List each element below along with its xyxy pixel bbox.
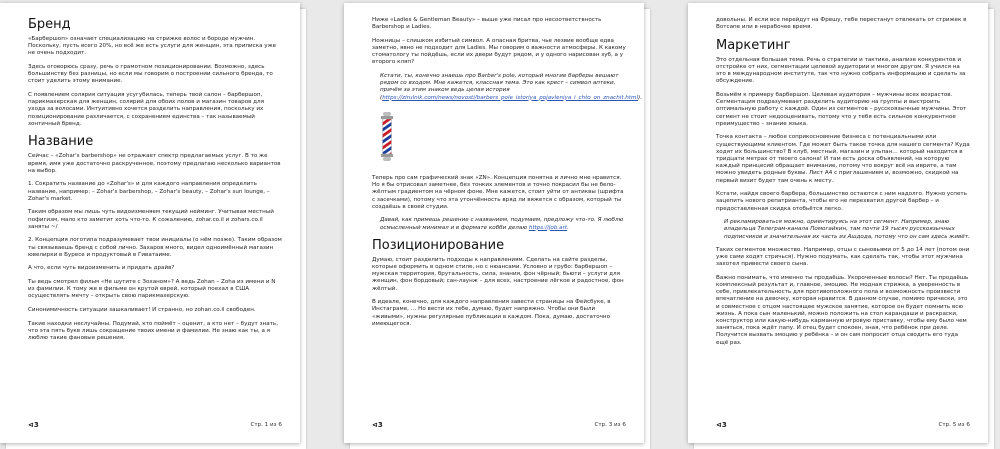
paragraph: Ниже «Ladies & Gentleman Beauty» – выше уже писал про несоответствность Barbershop и Ladies. [372,17,602,31]
paragraph: Кстати, найдя своего барбера, большинство остаются с ним надолго. Нужно успеть зацепить нового репатрианта, чтобы его не перехватил другой барбер – и предоставленная скидка отобьётся легко. [716,191,967,212]
page-number: Стр. 3 из 6 [594,422,626,428]
quote-text: Кстати, ты, конечно знаешь про Barber's pole, который многие барберы вешают рядом со входом. Мне кажется, классная тема. Это как крест – символ аптеки, причём за этим знаком ведь целая история ( [380,73,619,101]
paragraph: Здесь оговорюсь сразу, речь о грамотном позиционировании. Возможно, здесь большинству без разницы, но если мы говорим о построении сильного бренда, то стоит уделить этому внимание. [28,64,273,85]
document-page-5[interactable] [688,3,988,443]
paragraph: Возьмём к примеру барбершоп. Целевая аудитория – мужчины всех возрастов. Сегментация подразумевает разделить аудиторию на группы и выстроить оптимальную работу с каждой. Один из сегментов – русскоязычные мужчины. Этот сегмент не стоит недооценивать, потому что у тебя есть сильное конкурентное преимущество – знание языка. [716,92,967,127]
quote-note [380,73,643,102]
page-content [716,17,970,353]
paragraph: В идеале, конечно, для каждого направления завести страницы на Фейсбуке, в Инстаграме, … Но вести их тебе, думаю, будет напряжно. Чтобы они были «живыми», нужны регулярные публикации в каждом. Пока, думаю, достаточно имеющегося. [372,299,611,327]
quote-tail: . [567,224,569,231]
paragraph: Такие находки неслучайны. Подумай, кто поймёт – оценит, а кто нет – будут знать, что эта пять букв лишь сокращение твоих имени и фамилии. Не знаю как ты, а я люблю такие фановые решения. [28,320,278,341]
paragraph: Таких сегментов множество. Например, отцы с сыновьями от 5 до 14 лет (потом они уже сами ходят стричься). Нужно подумать, как сделать так, чтобы этот мужчина захотел привести своего сына. [716,246,970,268]
page-footer [28,421,282,431]
quote-link[interactable]: https://zirulnik.com/news/novosti/barbers_pole_istoriya_pojavleniya_i_chto_on_znachit.html [382,94,639,101]
page-content [28,17,282,349]
paragraph: Ты ведь смотрел фильм «Не шутите с Зоханом»? А ведь Zohan – Zoha из имени и N из фамилии. К тому же в фильме он крутой еврей, который поехал в США осуществлять мечту – открыть свою парикмахерскую. [28,279,276,300]
quote-link[interactable]: https://job.art [528,224,568,231]
page-content [372,17,643,334]
document-page-1[interactable] [0,3,300,443]
quote-note [724,219,970,241]
page-number: Стр. 5 из 6 [938,422,970,428]
section-heading: Маркетинг [716,37,791,53]
logo-icon: ⊲3 [372,421,383,429]
paragraph: А что, если чуть видоизменить и придать драйв? [28,265,175,272]
paragraph: Это отдельная большая тема. Речь о стратегии и тактике, анализе конкурентов и отстройке от них, сегментации целевой аудитории и многом другом. Я учился на это в международном институте, так что нужно собрать информацию и сделать за обсуждение. [716,56,966,85]
section-heading: Позиционирование [372,237,505,253]
paragraph: С появлением солярия ситуация усугубилась, теперь твой салон – барбершоп, парикмахерская для женщин, солярий для обоих полов и магазин товаров для ухода за волосами. Интуитивно хочется разделить направления, поскольку их позиционирование различается, с сохранением единства – так называемый зонтичный бренд. [28,92,264,127]
paragraph: Ножницы – слишком избитый символ. А опасная бритва, чье лезвие вообще едва заметно, явно не подходит для Ladies. Мы говорим о важности атмосферы. К какому стоматологу ты пойдёшь, если их двери будут рядом, и у одного нарисован зуб, а у второго кляп? [372,37,626,66]
paragraph: Точка контакта – любое соприкосновение бизнеса с потенциальными или существующими клиентом. Где может быть такое точка для нашего сегмента? Куда ходят их большинство? В клуб, местный, магазин и ульпан… который находится в тридцати метрах от твоего салона! И там есть доска объявлений, на которую каждый принцесий обращает внимание, потому что вокруг всё на иврите, а там можно увидеть родные буквы. Лист А4 с приглашением и, возможно, скидкой на первый визит будет там очень к месту. [716,134,970,184]
logo-icon: ⊲3 [716,421,727,429]
page-footer [372,421,626,431]
paragraph: 1. Сократить название до «Zohar's» и для каждого направления определить название, например: – Zohar's barbershop, – Zohar's beauty, – Zohar's sun lounge, – Zohar's market. [28,181,270,202]
page-footer [716,421,970,431]
document-page-3[interactable] [344,3,644,443]
barber-pole-image [380,112,394,165]
paragraph: Думаю, стоит разделить подходы к направлениям. Сделать на сайте разделы, которые оформить в одном стиле, но с нюансами. Условно и грубо: барбершоп – мужская территория, брутальность, сила, знания, фон чёрный; бьюти – услуги для женщин, фон бордовый; сан-лаунж – для всех, настроение лёгкое и радостное, фон жёлтый. [372,256,624,292]
quote-text: Давай, как примешь решение с названием, подумаем, предложу что-то. Я люблю осмысленный минимал и в формате кобби делаю [380,217,624,231]
paragraph: 2. Концепция логотипа подразумевает твои инициалы (о нём позже). Таким образом ты связываешь бренд с собой лично. Захаров много, видел одноимённый магазин ювелирки в Буресе и продуктовый в Гиватаиме. [28,237,282,258]
section-heading: Название [28,134,94,150]
page-number: Стр. 1 из 6 [250,422,282,428]
paragraph: довольны. И если все перейдут на Фрешу, тебе перестанут отвлекать от стрижек в Вотсапе или в нерабочее время. [716,17,967,31]
paragraph: Важно понимать, что именно ты продаёшь. Укороченные волосы? Нет. Ты продаёшь комплексный результат и, главное, эмоцию. Не модная стрижка, а уверенность в себе, привлекательность для противоположного пола и возможность произвести впечатление на девочку, которая нравится. В данном случае, помимо прически, это и совместное с отцом настоящее мужское занятие, которое он будет помнить всю жизнь. А пока сын маленький, можно положить на стол карандаши и раскраски, конструктор или какую-нибудь карманную игровую приставку, чтобы ему было чем заняться, пока ждёт папу. И отец будет спокоен, зная, что ребёнок при деле. Получится вызвать эмоцию у ребёнка – и он сам попросит отца сводить его туда ещё раз. [716,274,969,346]
quote-tail: ). [638,94,643,101]
paragraph: Синонимичность ситуации зашкаливает! И странно, но zohan.co.il свободен. [28,307,256,313]
logo-icon: ⊲3 [28,421,39,429]
paragraph: «Барбершоп» означает специализацию на стрижке волос и бороде мужчин. Поскольку, пусть всего 20%, но всё же есть услуги для женщин, эта приписка уже не очень подходит. [28,36,277,57]
section-heading: Бренд [28,17,71,32]
paragraph: Сейчас – «Zohar's barbershop» не отражает спектр предлагаемых услуг. В то же время, имя уже достаточно раскрученное, поэтому предлагаю несколько вариантов на выбор. [28,153,281,174]
quote-text: И рекламироваться можно, ориентируясь на этот сегмент. Например, знаю владельца Телеграм-канала Помогайкин, там почти 19 тысяч русскоязычных подписчиков и значительная их часть из Ашдода, потому что он сам здесь живёт. [724,219,970,240]
paragraph: Таким образом мы лишь чуть видоизменяем текущий нейминг. Учитывая местный пофигизм, мало кто заметит хоть что-то. К сожалению, zohar.co.il и zohars.co.il заняты ~/ [28,209,274,230]
quote-note [380,217,626,231]
paragraph: Теперь про сам графический знак «ZN». Концепция понятна и лично мне нравится. Но я бы отрисовал заметнее, без тонких элементов и точно покрасил бы не бело-жёлтым градиентом на чёрном фоне. Мне кажется, стоит уйти от антиквы (шрифта с засечками), потому что эта утончённость вряд ли вяжется с образом, который ты создаёшь в своей студии. [372,175,624,210]
